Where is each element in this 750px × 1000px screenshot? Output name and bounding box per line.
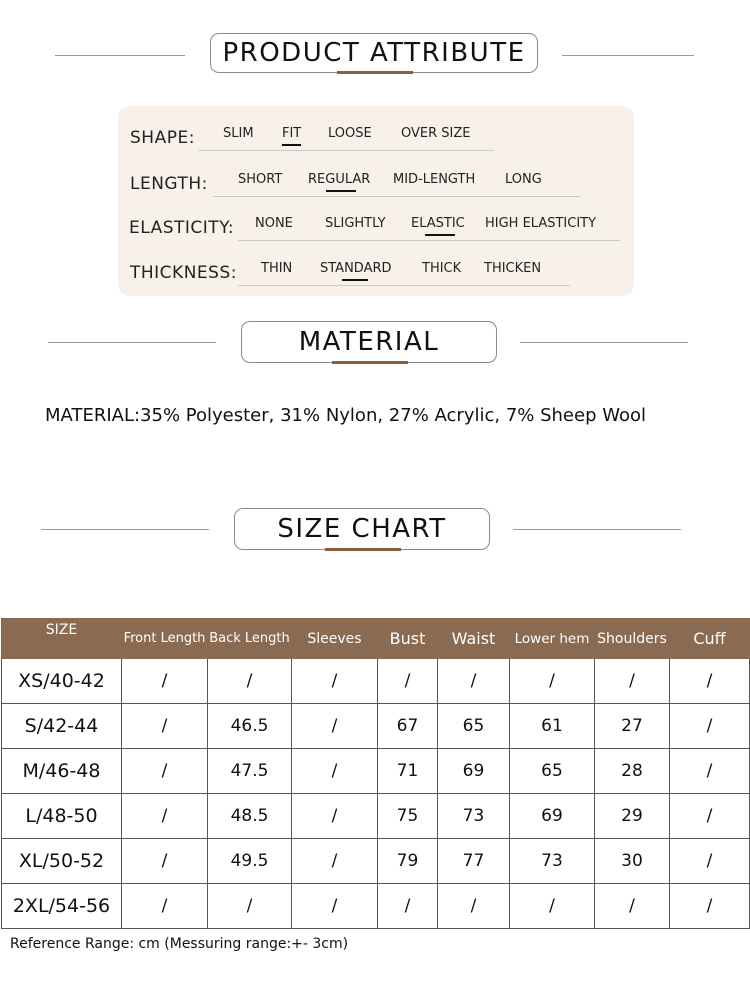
measurement-cell: / xyxy=(208,884,292,929)
attribute-row-length xyxy=(118,164,634,194)
table-row xyxy=(2,659,750,704)
measurement-cell: 28 xyxy=(595,749,670,794)
measurement-cell: / xyxy=(670,704,750,749)
attribute-rule xyxy=(213,196,580,197)
attribute-option: THICK xyxy=(422,261,462,276)
attribute-option: MID-LENGTH xyxy=(393,172,476,187)
table-row xyxy=(2,704,750,749)
selected-underline xyxy=(342,279,368,282)
column-header: Sleeves xyxy=(292,619,378,659)
measurement-cell: 71 xyxy=(378,749,438,794)
attribute-label: THICKNESS: xyxy=(130,263,237,283)
measurement-cell: 69 xyxy=(510,794,595,839)
measurement-cell: / xyxy=(122,839,208,884)
measurement-cell: 61 xyxy=(510,704,595,749)
attribute-option-selected xyxy=(320,261,392,276)
measurement-cell: / xyxy=(292,749,378,794)
column-header: SIZE xyxy=(2,619,122,659)
attribute-row-shape xyxy=(118,118,634,148)
attribute-option: OVER SIZE xyxy=(401,126,471,141)
size-chart-title-box xyxy=(234,508,490,550)
option-text: FIT xyxy=(282,126,302,141)
attribute-rule xyxy=(238,240,620,241)
table-row xyxy=(2,884,750,929)
size-label-cell: L/48-50 xyxy=(2,794,122,839)
measurement-cell: 65 xyxy=(510,749,595,794)
measurement-cell: 29 xyxy=(595,794,670,839)
selected-underline xyxy=(425,234,455,237)
measurement-cell: 69 xyxy=(438,749,510,794)
size-label-cell: 2XL/54-56 xyxy=(2,884,122,929)
attribute-rule xyxy=(198,150,494,151)
table-header-row xyxy=(2,619,750,659)
reference-note: Reference Range: cm (Messuring range:+- 3cm) xyxy=(10,936,349,952)
table-row xyxy=(2,839,750,884)
table-row xyxy=(2,749,750,794)
column-header: Back Length xyxy=(208,619,292,659)
material-composition xyxy=(45,405,646,426)
measurement-cell: 65 xyxy=(438,704,510,749)
material-title: MATERIAL xyxy=(298,327,440,357)
option-text: ELASTIC xyxy=(411,216,465,231)
measurement-cell: / xyxy=(378,659,438,704)
material-value: 35% Polyester, 31% Nylon, 27% Acrylic, 7% Sheep Wool xyxy=(140,405,646,426)
measurement-cell: / xyxy=(378,884,438,929)
attribute-option-selected xyxy=(308,172,370,187)
attribute-option: SLIGHTLY xyxy=(325,216,386,231)
attribute-option: HIGH ELASTICITY xyxy=(485,216,597,231)
measurement-cell: 49.5 xyxy=(208,839,292,884)
column-header: Bust xyxy=(378,619,438,659)
measurement-cell: 48.5 xyxy=(208,794,292,839)
measurement-cell: / xyxy=(292,659,378,704)
attribute-option-selected xyxy=(411,216,465,231)
measurement-cell: / xyxy=(292,794,378,839)
size-label-cell: XL/50-52 xyxy=(2,839,122,884)
header-rule-right xyxy=(562,55,694,56)
attribute-label: SHAPE: xyxy=(130,128,195,148)
measurement-cell: 47.5 xyxy=(208,749,292,794)
size-table xyxy=(1,618,750,929)
measurement-cell: / xyxy=(292,884,378,929)
attribute-option: THICKEN xyxy=(484,261,542,276)
product-attribute-header xyxy=(0,33,750,83)
attribute-option: LONG xyxy=(505,172,542,187)
measurement-cell: / xyxy=(292,839,378,884)
product-attribute-title-box xyxy=(210,33,538,73)
measurement-cell: / xyxy=(208,659,292,704)
column-header: Waist xyxy=(438,619,510,659)
attribute-option: NONE xyxy=(255,216,293,231)
title-accent-underline xyxy=(337,71,413,74)
header-rule-left xyxy=(55,55,185,56)
title-accent-underline xyxy=(325,548,401,551)
attribute-option: LOOSE xyxy=(328,126,372,141)
measurement-cell: 30 xyxy=(595,839,670,884)
attribute-option: SHORT xyxy=(238,172,283,187)
size-label-cell: M/46-48 xyxy=(2,749,122,794)
material-title-box xyxy=(241,321,497,363)
measurement-cell: / xyxy=(670,749,750,794)
table-row xyxy=(2,794,750,839)
size-chart-header xyxy=(0,508,750,558)
measurement-cell: / xyxy=(670,794,750,839)
measurement-cell: 77 xyxy=(438,839,510,884)
product-attribute-title: PRODUCT ATTRIBUTE xyxy=(222,38,526,68)
column-header: Cuff xyxy=(670,619,750,659)
column-header: Lower hem xyxy=(510,619,595,659)
size-chart-title: SIZE CHART xyxy=(277,514,447,544)
size-label-cell: S/42-44 xyxy=(2,704,122,749)
measurement-cell: / xyxy=(438,659,510,704)
header-rule-left xyxy=(48,342,216,343)
option-text: STANDARD xyxy=(320,261,392,276)
measurement-cell: 75 xyxy=(378,794,438,839)
selected-underline xyxy=(326,190,356,193)
measurement-cell: / xyxy=(510,659,595,704)
measurement-cell: 67 xyxy=(378,704,438,749)
material-header xyxy=(0,321,750,371)
attribute-rule xyxy=(238,285,570,286)
measurement-cell: / xyxy=(510,884,595,929)
header-rule-right xyxy=(520,342,688,343)
measurement-cell: / xyxy=(122,884,208,929)
header-rule-right xyxy=(513,529,681,530)
size-label-cell: XS/40-42 xyxy=(2,659,122,704)
header-rule-left xyxy=(41,529,209,530)
measurement-cell: / xyxy=(122,749,208,794)
attribute-panel xyxy=(118,106,634,296)
measurement-cell: 73 xyxy=(438,794,510,839)
material-label: MATERIAL: xyxy=(45,405,141,426)
measurement-cell: / xyxy=(670,659,750,704)
measurement-cell: / xyxy=(595,659,670,704)
size-table-body xyxy=(2,659,750,929)
column-header: Shoulders xyxy=(595,619,670,659)
attribute-row-elasticity xyxy=(118,208,634,238)
column-header: Front Length xyxy=(122,619,208,659)
measurement-cell: / xyxy=(122,659,208,704)
measurement-cell: / xyxy=(122,794,208,839)
selected-underline xyxy=(282,144,301,147)
title-accent-underline xyxy=(332,361,408,364)
attribute-label: ELASTICITY: xyxy=(129,218,235,238)
measurement-cell: / xyxy=(438,884,510,929)
measurement-cell: 73 xyxy=(510,839,595,884)
measurement-cell: / xyxy=(292,704,378,749)
attribute-option-selected xyxy=(282,126,301,141)
measurement-cell: / xyxy=(670,839,750,884)
attribute-row-thickness xyxy=(118,253,634,283)
measurement-cell: / xyxy=(670,884,750,929)
measurement-cell: 27 xyxy=(595,704,670,749)
measurement-cell: 79 xyxy=(378,839,438,884)
measurement-cell: 46.5 xyxy=(208,704,292,749)
measurement-cell: / xyxy=(595,884,670,929)
measurement-cell: / xyxy=(122,704,208,749)
attribute-option: THIN xyxy=(261,261,293,276)
attribute-option: SLIM xyxy=(223,126,254,141)
option-text: REGULAR xyxy=(308,172,371,187)
attribute-label: LENGTH: xyxy=(130,174,208,194)
